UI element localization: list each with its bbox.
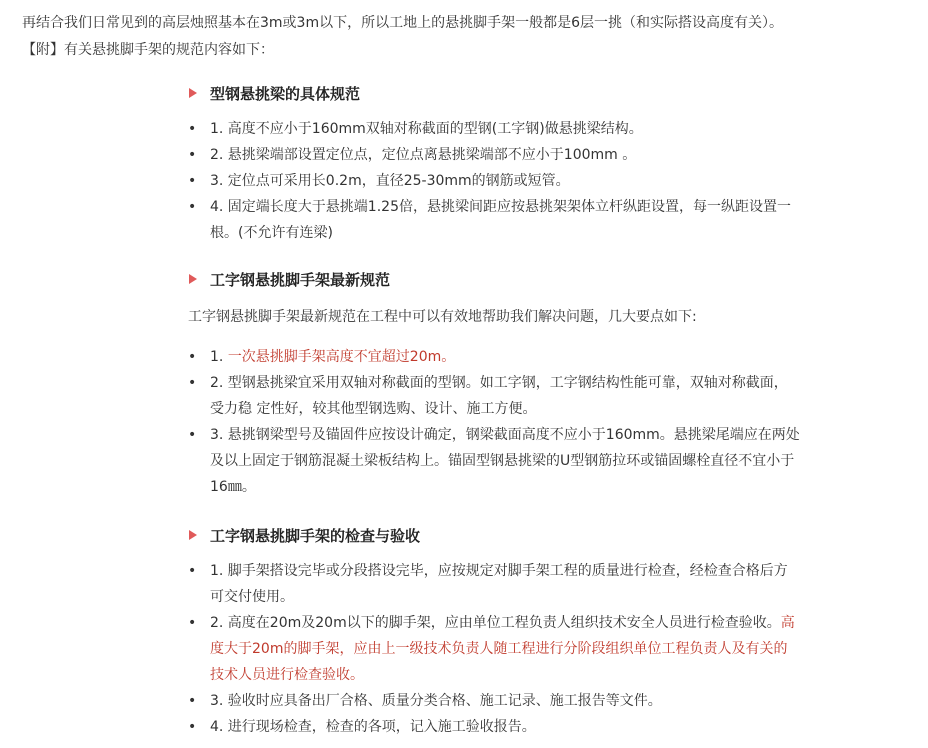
list-item: • 2. 悬挑梁端部设置定位点，定位点离悬挑梁端部不应小于100mm 。	[188, 142, 800, 168]
section-heading-3	[188, 522, 800, 548]
list-item: • 3. 定位点可采用长0.2m，直径25-30mm的钢筋或短管。	[188, 168, 800, 194]
triangle-marker-icon	[189, 88, 197, 98]
list-item: • 2. 型钢悬挑梁宜采用双轴对称截面的型钢。如工字钢，工字钢结构性能可靠，双轴对称截面，受力稳 定性好，较其他型钢选购、设计、施工方便。	[188, 370, 800, 422]
highlight-text: 一次悬挑脚手架高度不宜超过20m。	[227, 349, 456, 365]
list-item: • 4. 进行现场检查，检查的各项，记入施工验收报告。	[188, 714, 800, 740]
section-heading-1-text: 型钢悬挑梁的具体规范	[210, 84, 361, 103]
section-heading-2-text: 工字钢悬挑脚手架最新规范	[210, 270, 391, 289]
intro-line-1: 再结合我们日常见到的高层烛照基本在3m或3m以下，所以工地上的悬挑脚手架一般都是6层一挑（和实际搭设高度有关）。	[22, 15, 783, 31]
section-heading-2	[188, 266, 800, 292]
section-2-list	[188, 344, 800, 500]
list-item	[188, 344, 800, 370]
section-heading-1	[188, 80, 800, 106]
list-item: • 4. 固定端长度大于悬挑端1.25倍，悬挑梁间距应按悬挑架架体立杆纵距设置，每一纵距设置一根。(不允许有连梁)	[188, 194, 800, 246]
intro-line-2: 【附】有关悬挑脚手架的规范内容如下：	[22, 42, 274, 58]
list-item: • 1. 脚手架搭设完毕或分段搭设完毕，应按规定对脚手架工程的质量进行检查，经检查合格后方可交付使用。	[188, 558, 800, 610]
section-1-list	[188, 116, 800, 246]
triangle-marker-icon	[189, 274, 197, 284]
article-content	[188, 80, 800, 740]
list-item	[188, 610, 800, 688]
section-2-intro: 工字钢悬挑脚手架最新规范在工程中可以有效地帮助我们解决问题，几大要点如下:	[188, 309, 697, 325]
list-item: • 3. 验收时应具备出厂合格、质量分类合格、施工记录、施工报告等文件。	[188, 688, 800, 714]
section-3-list	[188, 558, 800, 740]
list-item-prefix: 1.	[210, 349, 228, 365]
list-item: • 1. 高度不应小于160mm双轴对称截面的型钢(工字钢)做悬挑梁结构。	[188, 116, 800, 142]
triangle-marker-icon	[189, 530, 197, 540]
list-item: • 3. 悬挑钢梁型号及锚固件应按设计确定，钢梁截面高度不应小于160mm。悬挑梁尾端应在两处及以上固定于钢筋混凝土梁板结构上。锚固型钢悬挑梁的U型钢筋拉环或锚固螺栓直径不宜小于16㎜。	[188, 422, 800, 500]
highlight-text: 高度大于20m的脚手架，应由上一级技术负责人随工程进行分阶段组织单位工程负责人及有关的技术人员进行检查验收。	[210, 615, 795, 683]
section-heading-3-text: 工字钢悬挑脚手架的检查与验收	[210, 526, 421, 545]
list-item-text: 2. 高度在20m及20m以下的脚手架，应由单位工程负责人组织技术安全人员进行检查验收。	[210, 615, 781, 631]
